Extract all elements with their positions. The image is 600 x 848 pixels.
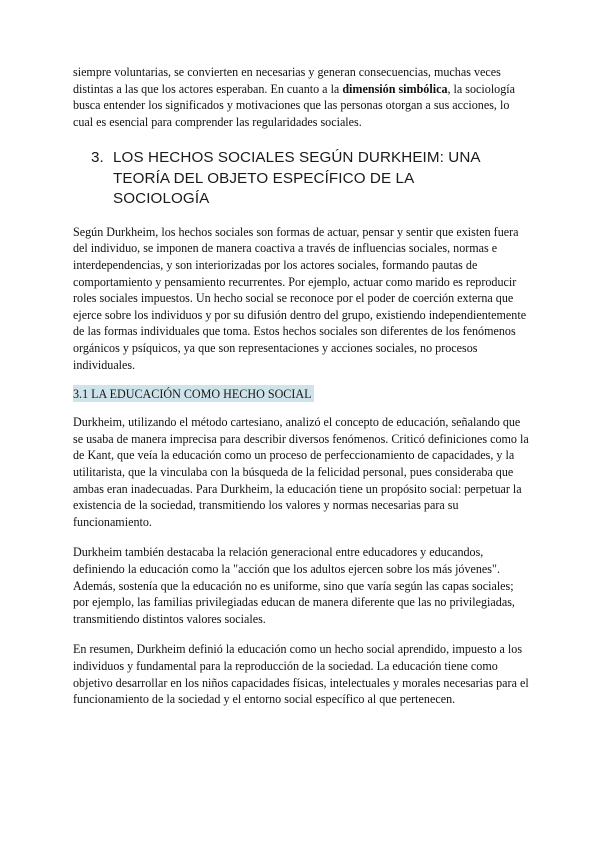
subsection-3-1-heading: 3.1 LA EDUCACIÓN COMO HECHO SOCIAL: [73, 387, 312, 402]
bold-term-simbolica: dimensión simbólica: [342, 81, 448, 96]
section-3-title: LOS HECHOS SOCIALES SEGÚN DURKHEIM: UNA TEORÍA DEL OBJETO ESPECÍFICO DE LA SOCIOLOGÍA: [113, 149, 480, 208]
section-3-heading: [91, 148, 530, 210]
paragraph-1-text-start: siempre voluntarias, se convierten en necesarias y generan consecuencias, muchas veces distintas a las que los actores esperaban. En cuanto a la: [73, 65, 501, 96]
paragraph-education-concept: Durkheim, utilizando el método cartesiano, analizó el concepto de educación, señalando que se usaba de manera imprecisa para describir diversos fenómenos. Criticó definiciones como la de Kant, que veía la educación como un proceso de perfeccionamiento de capacidades, y la utilitarista, que la vinculaba con la búsqueda de la felicidad personal, pues consideraba que ambas eran inadecuadas. Para Durkheim, la educación tiene un propósito social: perpetuar la existencia de la sociedad, transmitiendo los valores y normas necesarias para su funcionamiento.: [73, 415, 529, 529]
paragraph-symbolic-dimension: [73, 64, 530, 130]
paragraph-generational-relation: Durkheim también destacaba la relación generacional entre educadores y educandos, definiendo la educación como la "acción que los adultos ejercen sobre los más jóvenes". Además, sostenía que la educación no es uniforme, sino que varía según las capas sociales; por ejemplo, las familias privilegiadas educan de manera diferente que las no privilegiadas, transmitiendo distintos valores sociales.: [73, 545, 515, 626]
paragraph-1-text-end: , la sociología busca entender los significados y motivaciones que las personas otorgan a sus acciones, lo cual es esencial para comprender las regularidades sociales.: [73, 81, 516, 129]
paragraph-summary: En resumen, Durkheim definió la educación como un hecho social aprendido, impuesto a los individuos y fundamental para la reproducción de la sociedad. La educación tiene como objetivo desarrollar en los niños capacidades físicas, intelectuales y morales necesarias para el funcionamiento de la sociedad y el entorno social específico al que pertenecen.: [73, 642, 529, 707]
paragraph-social-facts: Según Durkheim, los hechos sociales son formas de actuar, pensar y sentir que existen fuera del individuo, se imponen de manera coactiva a través de influencias sociales, normas e interdependencias, y son interiorizadas por los actores sociales, formando pautas de comportamiento y pensamiento recurrentes. Por ejemplo, actuar como marido es reproducir roles sociales impuestos. Un hecho social se reconoce por el poder de coerción externa que ejerce sobre los individuos y por su difusión dentro del grupo, existiendo independientemente de las formas individuales que toma. Estos hechos sociales son diferentes de los fenómenos orgánicos y psíquicos, ya que son representaciones y acciones sociales, no procesos individuales.: [73, 224, 527, 372]
section-3-number: 3.: [91, 149, 104, 167]
